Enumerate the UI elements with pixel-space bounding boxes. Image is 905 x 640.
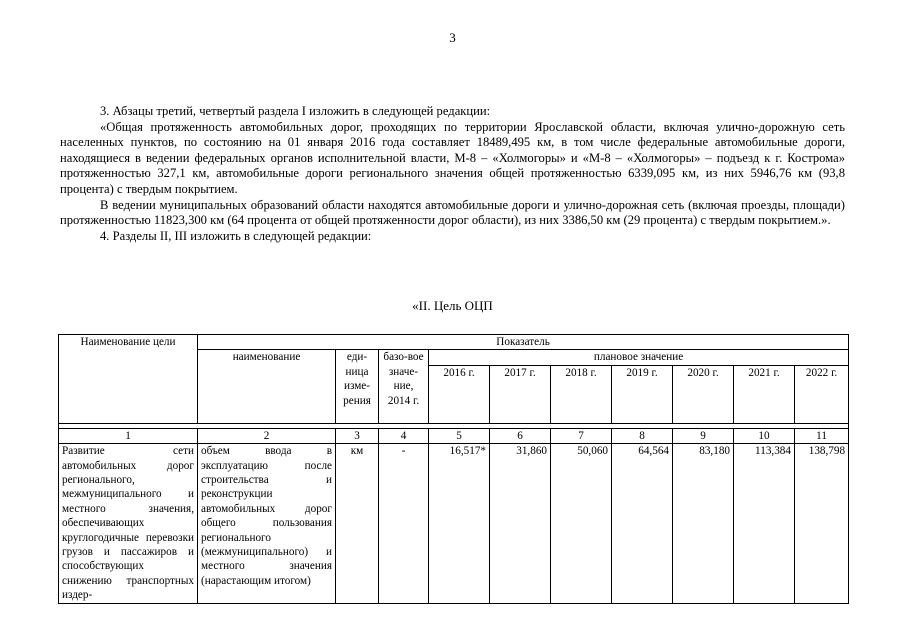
value-2021: 113,384 [734,444,795,603]
column-number: 6 [490,428,551,443]
column-number: 7 [551,428,612,443]
paragraph-amendment-4: 4. Разделы II, III изложить в следующей редакции: [100,228,372,243]
header-year-2019: 2019 г. [612,365,673,423]
value-2017: 31,860 [490,444,551,603]
paragraph-road-length: «Общая протяженность автомобильных дорог, проходящих по территории Ярославской области, включая улично-дорожную сеть населенных пунктов, по состоянию на 01 января 2016 года составляет 18489,495 км, в том числе федеральные автомобильные дороги, находящиеся в ведении федеральных органов исполнительной власти, М-8 – «Холмогоры» и «М-8 – «Холмогоры» – подъезд к г. Кострома» протяженностью 327,1 км, автомобильные дороги регионального значения общей протяженностью 6339,095 км, из них 5946,76 км (93,8 процента) с твердым покрытием. [60,119,845,196]
paragraph-amendment-3: 3. Абзацы третий, четвертый раздела I изложить в следующей редакции: [100,104,491,118]
section-heading: «II. Цель ОЦП [412,298,493,313]
header-year-2016: 2016 г. [429,365,490,423]
header-year-2022: 2022 г. [795,365,849,423]
value-2019: 64,564 [612,444,673,603]
header-goal-name: Наименование цели [59,335,198,424]
value-2016: 16,517* [429,444,490,603]
header-base-value: базо-вое значе-ние, 2014 г. [379,350,429,423]
goals-table [58,334,849,604]
base-value-cell: - [379,444,429,603]
column-number: 5 [429,428,490,443]
column-number: 9 [673,428,734,443]
header-year-2018: 2018 г. [551,365,612,423]
page-number: 3 [449,30,456,45]
header-unit: еди-ница изме-рения [336,350,379,423]
header-year-2021: 2021 г. [734,365,795,423]
goal-cell: Развитие сети автомобильных дорог регионального, межмуниципального и местного значения, обеспечивающих круглогодичные перевозки грузов и пассажиров и способствующих снижению транспортных издер- [59,444,198,603]
header-indicator-name: наименование [198,350,336,423]
value-2022: 138,798 [795,444,849,603]
unit-cell: км [336,444,379,603]
column-number-row [59,428,849,443]
header-year-2020: 2020 г. [673,365,734,423]
header-row-1 [59,335,849,350]
column-number: 3 [336,428,379,443]
value-2020: 83,180 [673,444,734,603]
indicator-cell: объем ввода в эксплуатацию после строительства и реконструкции автомобильных дорог общего пользования регионального (межмуниципального) и местного значения (нарастающим итогом) [198,444,336,603]
header-planned-value: плановое значение [429,350,849,365]
column-number: 4 [379,428,429,443]
paragraph-municipal-roads: В ведении муниципальных образований области находятся автомобильные дороги и улично-дорожная сеть (включая проезды, площади) протяженностью 11823,300 км (64 процента от общей протяженности дорог области), из них 3386,50 км (29 процента) с твердым покрытием.». [60,197,845,228]
column-number: 11 [795,428,849,443]
header-indicator: Показатель [198,335,849,350]
column-number: 10 [734,428,795,443]
body-text [60,104,845,244]
column-number: 2 [198,428,336,443]
column-number: 1 [59,428,198,443]
value-2018: 50,060 [551,444,612,603]
table-row [59,444,849,603]
header-year-2017: 2017 г. [490,365,551,423]
column-number: 8 [612,428,673,443]
